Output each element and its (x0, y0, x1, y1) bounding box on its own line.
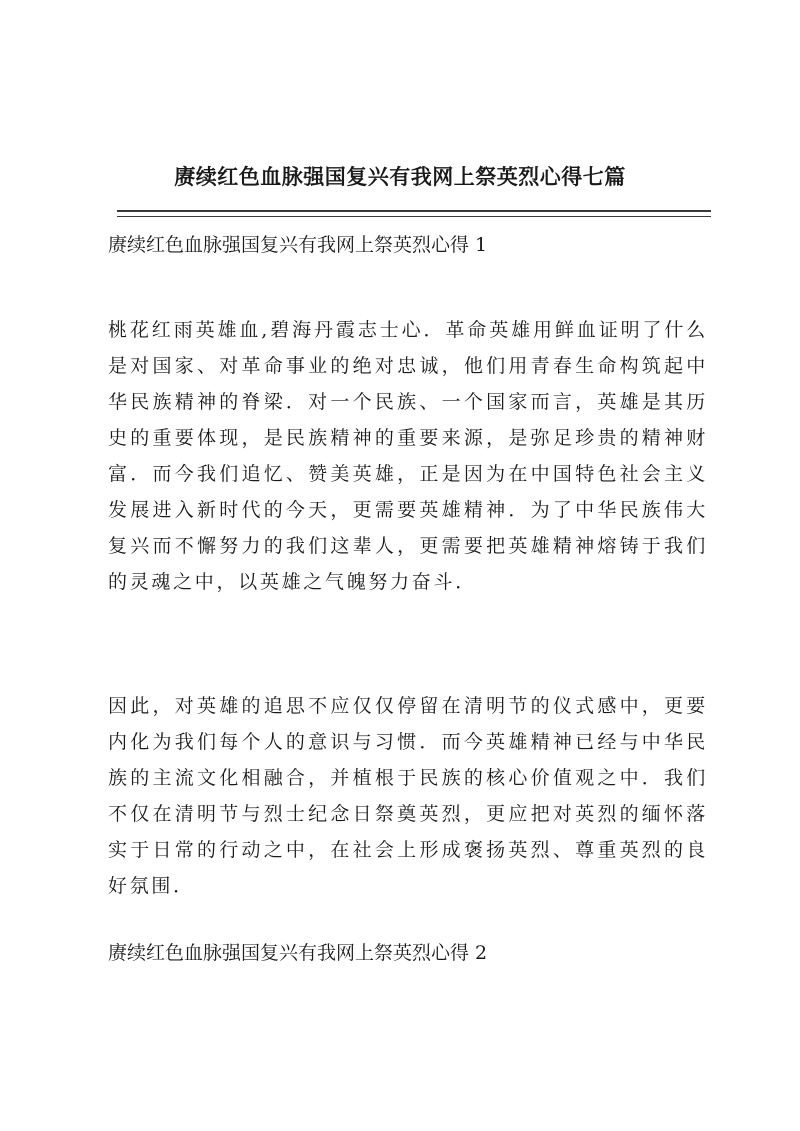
section-1-paragraph-1: 桃花红雨英雄血,碧海丹霞志士心．革命英雄用鲜血证明了什么是对国家、对革命事业的绝对忠诚，他们用青春生命构筑起中华民族精神的脊梁．对一个民族、一个国家而言，英雄是其历史的重要体现，是民族精神的重要来源，是弥足珍贵的精神财富．而今我们追忆、赞美英雄，正是因为在中国特色社会主义发展进入新时代的今天，更需要英雄精神．为了中华民族伟大复兴而不懈努力的我们这辈人，更需要把英雄精神熔铸于我们的灵魂之中，以英雄之气魄努力奋斗． (108, 319, 708, 593)
section-heading-2: 赓续红色血脉强国复兴有我网上祭英烈心得 2 (108, 942, 488, 964)
title-divider (117, 210, 711, 217)
section-1-paragraph-2: 因此，对英雄的追思不应仅仅停留在清明节的仪式感中，更要内化为我们每个人的意识与习惯．而今英雄精神已经与中华民族的主流文化相融合，并植根于民族的核心价值观之中．我们不仅在清明节与烈士纪念日祭奠英烈，更应把对英烈的缅怀落实于日常的行动之中，在社会上形成褒扬英烈、尊重英烈的良好氛围． (108, 695, 708, 897)
section-heading-1: 赓续红色血脉强国复兴有我网上祭英烈心得 1 (108, 234, 488, 256)
document-title: 赓续红色血脉强国复兴有我网上祭英烈心得七篇 (174, 164, 626, 189)
